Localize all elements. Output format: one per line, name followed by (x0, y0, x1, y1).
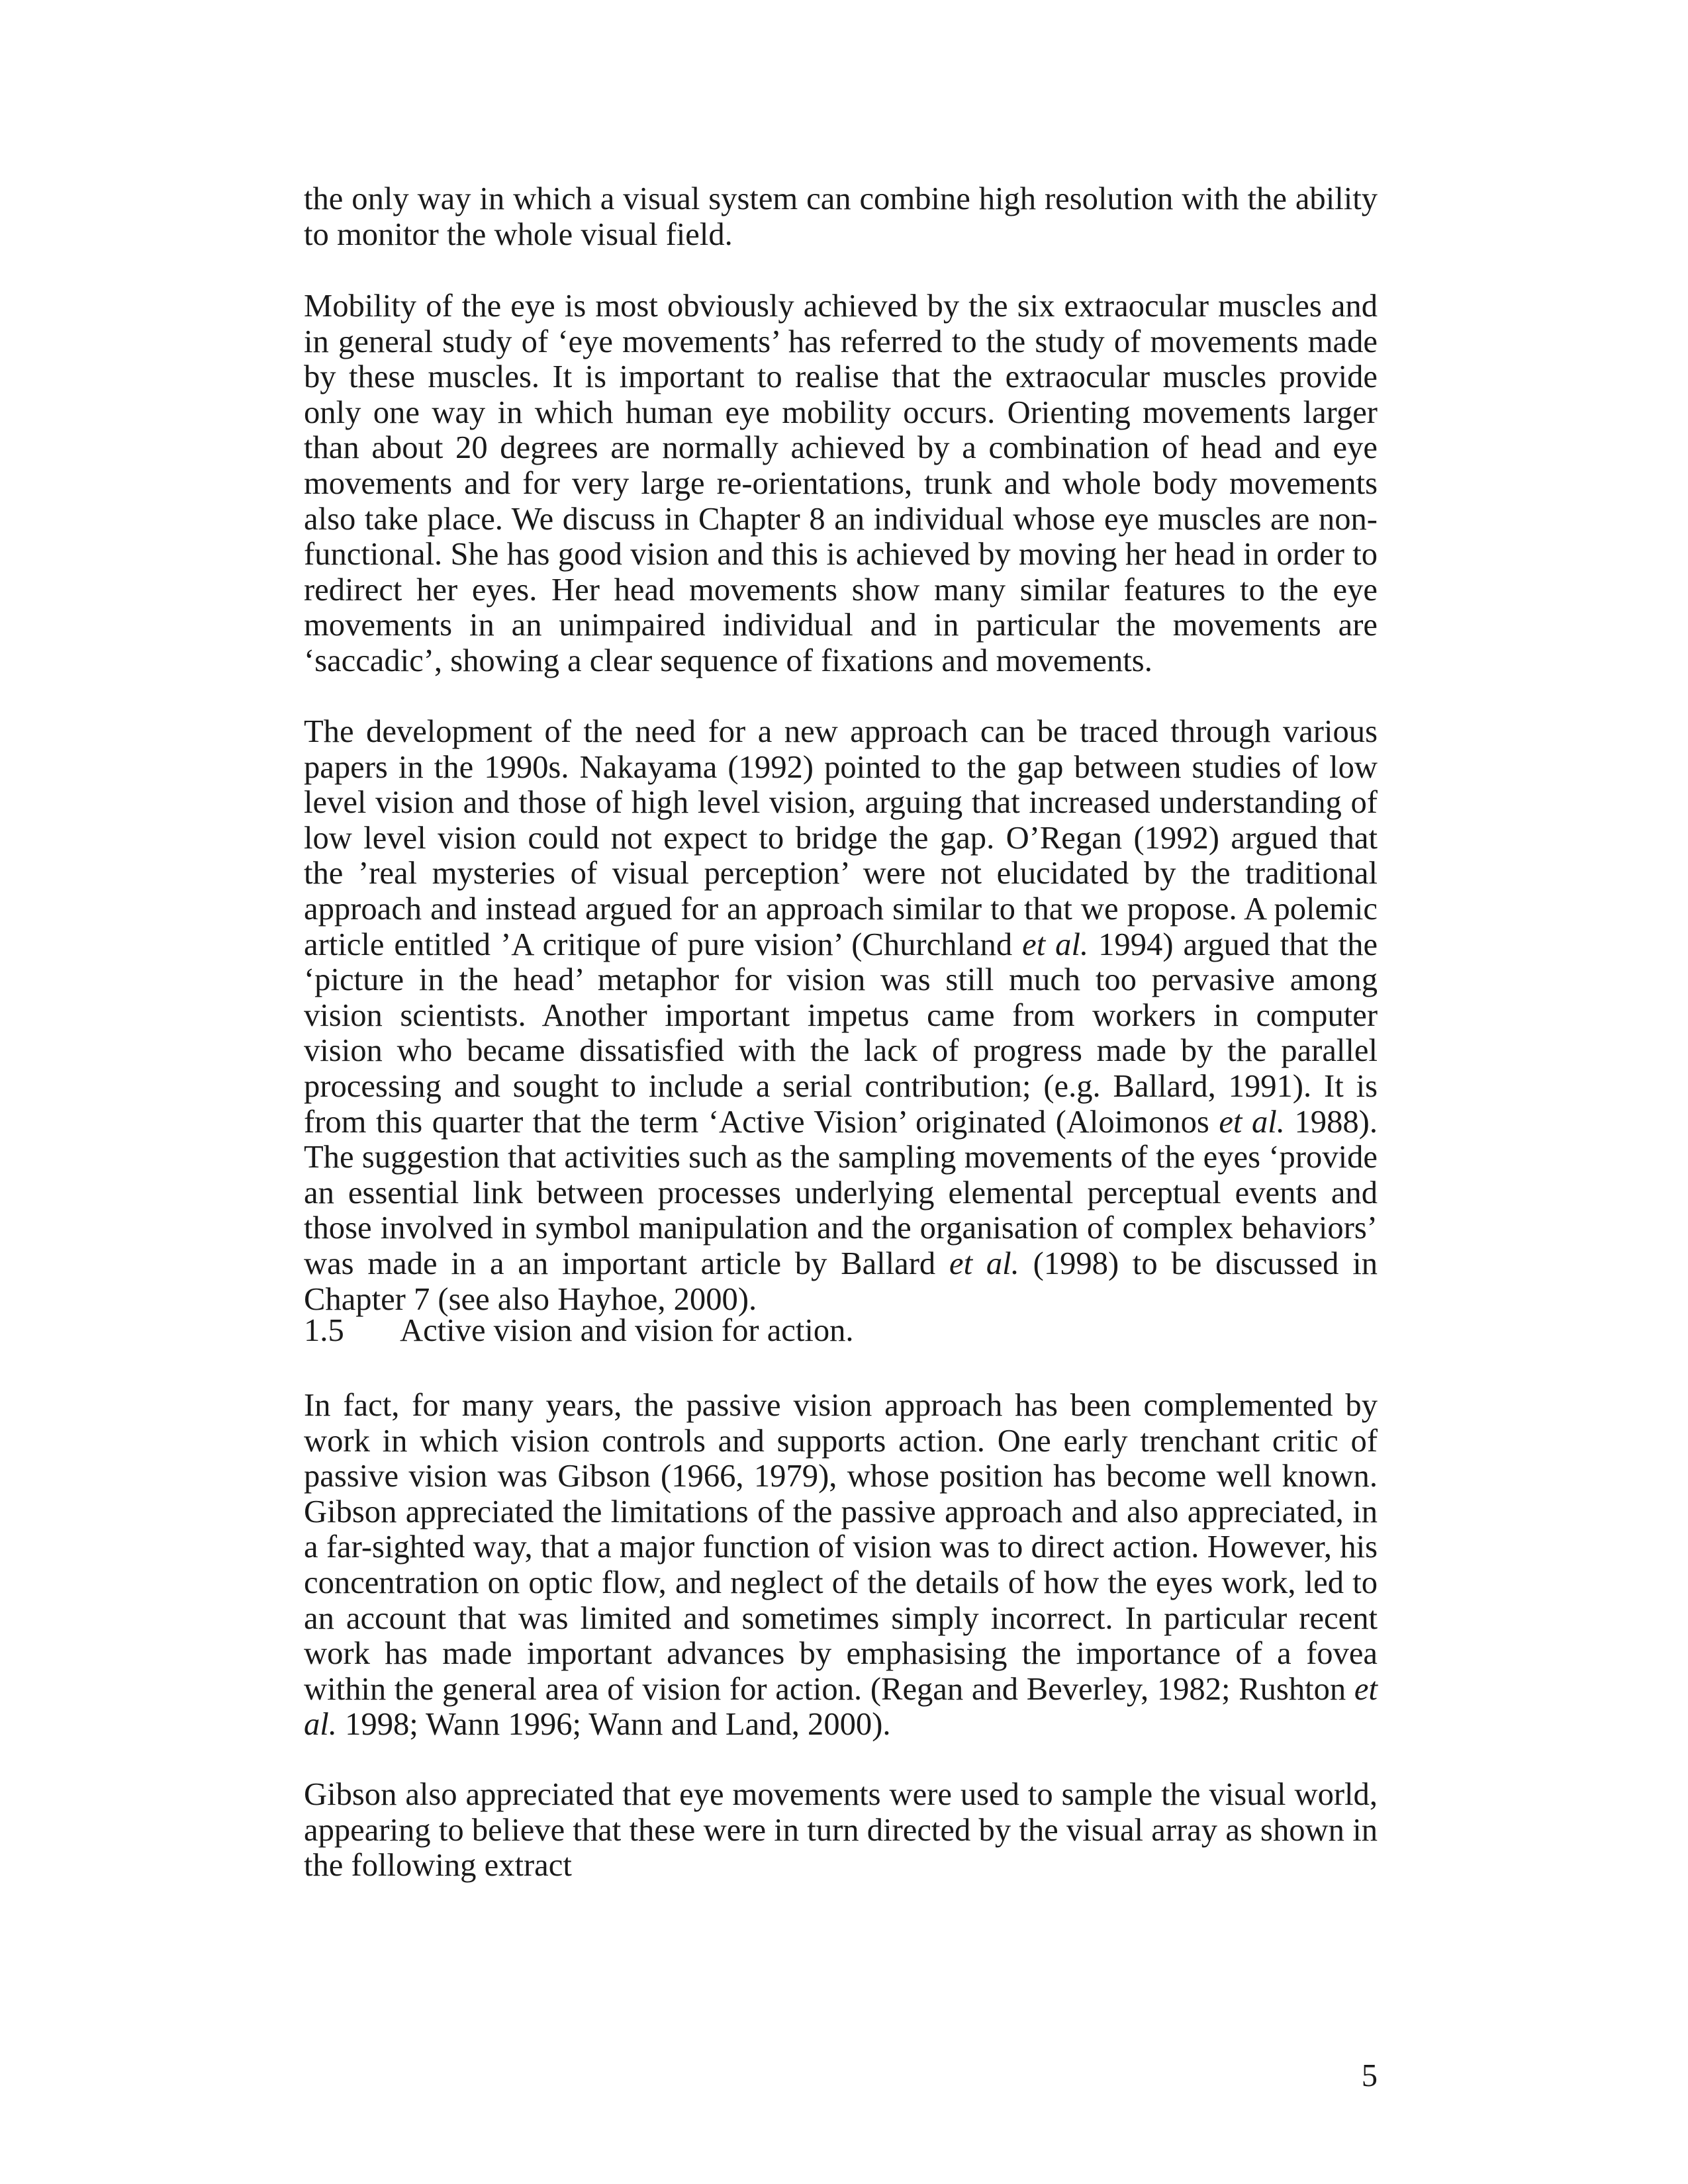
citation-italic: et al. (1022, 926, 1089, 962)
citation-italic: et al. (304, 1670, 1378, 1743)
page-number: 5 (1361, 2058, 1378, 2093)
citation-italic: et al. (1219, 1103, 1285, 1140)
paragraph-continuation (304, 181, 1378, 252)
paragraph-eye-mobility (304, 289, 1378, 679)
section-heading (304, 1313, 1378, 1349)
paragraph-new-approach (304, 714, 1378, 1317)
paragraph-active-vision (304, 1388, 1378, 1743)
paragraph-text: (1998) to be discussed in Chapter 7 (see also Hayhoe, 2000). (304, 1245, 1378, 1317)
paragraph-text: the only way in which a visual system can combine high resolution with the ability to monitor the whole visual field. (304, 181, 1378, 252)
paragraph-text: The development of the need for a new approach can be traced through various papers in the 1990s. Nakayama (1992) pointed to the gap between studies of low level vision and those of high level vision, arguing that increased understanding of low level vision could not expect to bridge the gap. O’Regan (1992) argued that the ’real mysteries of visual perception’ were not elucidated by the traditional approach and instead argued for an approach similar to that we propose. A polemic article entitled ’A critique of pure vision’ (Churchland (304, 713, 1378, 962)
paragraph-text: 1994) argued that the ‘picture in the head’ metaphor for vision was still much too pervasive among vision scientists. Another important impetus came from workers in computer vision who became dissatisfied with the lack of progress made by the parallel processing and sought to include a serial contribution; (e.g. Ballard, 1991). It is from this quarter that the term ‘Active Vision’ originated (Aloimonos (304, 926, 1378, 1140)
paragraph-text: Gibson also appreciated that eye movements were used to sample the visual world, appearing to believe that these were in turn directed by the visual array as shown in the following extract (304, 1776, 1378, 1884)
paragraph-gibson-eye-movements (304, 1777, 1378, 1884)
section-number: 1.5 (304, 1312, 344, 1348)
paragraph-text: 1988). The suggestion that activities such as the sampling movements of the eyes ‘provide an essential link between processes underlying elemental perceptual events and those involved in symbol manipulation and the organisation of complex behaviors’ was made in a an important article by Ballard (304, 1103, 1378, 1281)
paragraph-text: Mobility of the eye is most obviously achieved by the six extraocular muscles and in general study of ‘eye movements’ has referred to the study of movements made by these muscles. It is important to realise that the extraocular muscles provide only one way in which human eye mobility occurs. Orienting movements larger than about 20 degrees are normally achieved by a combination of head and eye movements and for very large re-orientations, trunk and whole body movements also take place. We discuss in Chapter 8 an individual whose eye muscles are non-functional. She has good vision and this is achieved by moving her head in order to redirect her eyes. Her head movements show many similar features to the eye movements in an unimpaired individual and in particular the movements are ‘saccadic’, showing a clear sequence of fixations and movements. (304, 288, 1378, 678)
section-title: Active vision and vision for action. (400, 1312, 854, 1348)
citation-italic: et al. (949, 1245, 1019, 1281)
paragraph-text: 1998; Wann 1996; Wann and Land, 2000). (336, 1706, 891, 1743)
paragraph-text: In fact, for many years, the passive vision approach has been complemented by work in which vision controls and supports action. One early trenchant critic of passive vision was Gibson (1966, 1979), whose position has become well known. Gibson appreciated the limitations of the passive approach and also appreciated, in a far-sighted way, that a major function of vision was to direct action. However, his concentration on optic flow, and neglect of the details of how the eyes work, led to an account that was limited and sometimes simply incorrect. In particular recent work has made important advances by emphasising the importance of a fovea within the general area of vision for action. (Regan and Beverley, 1982; Rushton (304, 1387, 1378, 1707)
